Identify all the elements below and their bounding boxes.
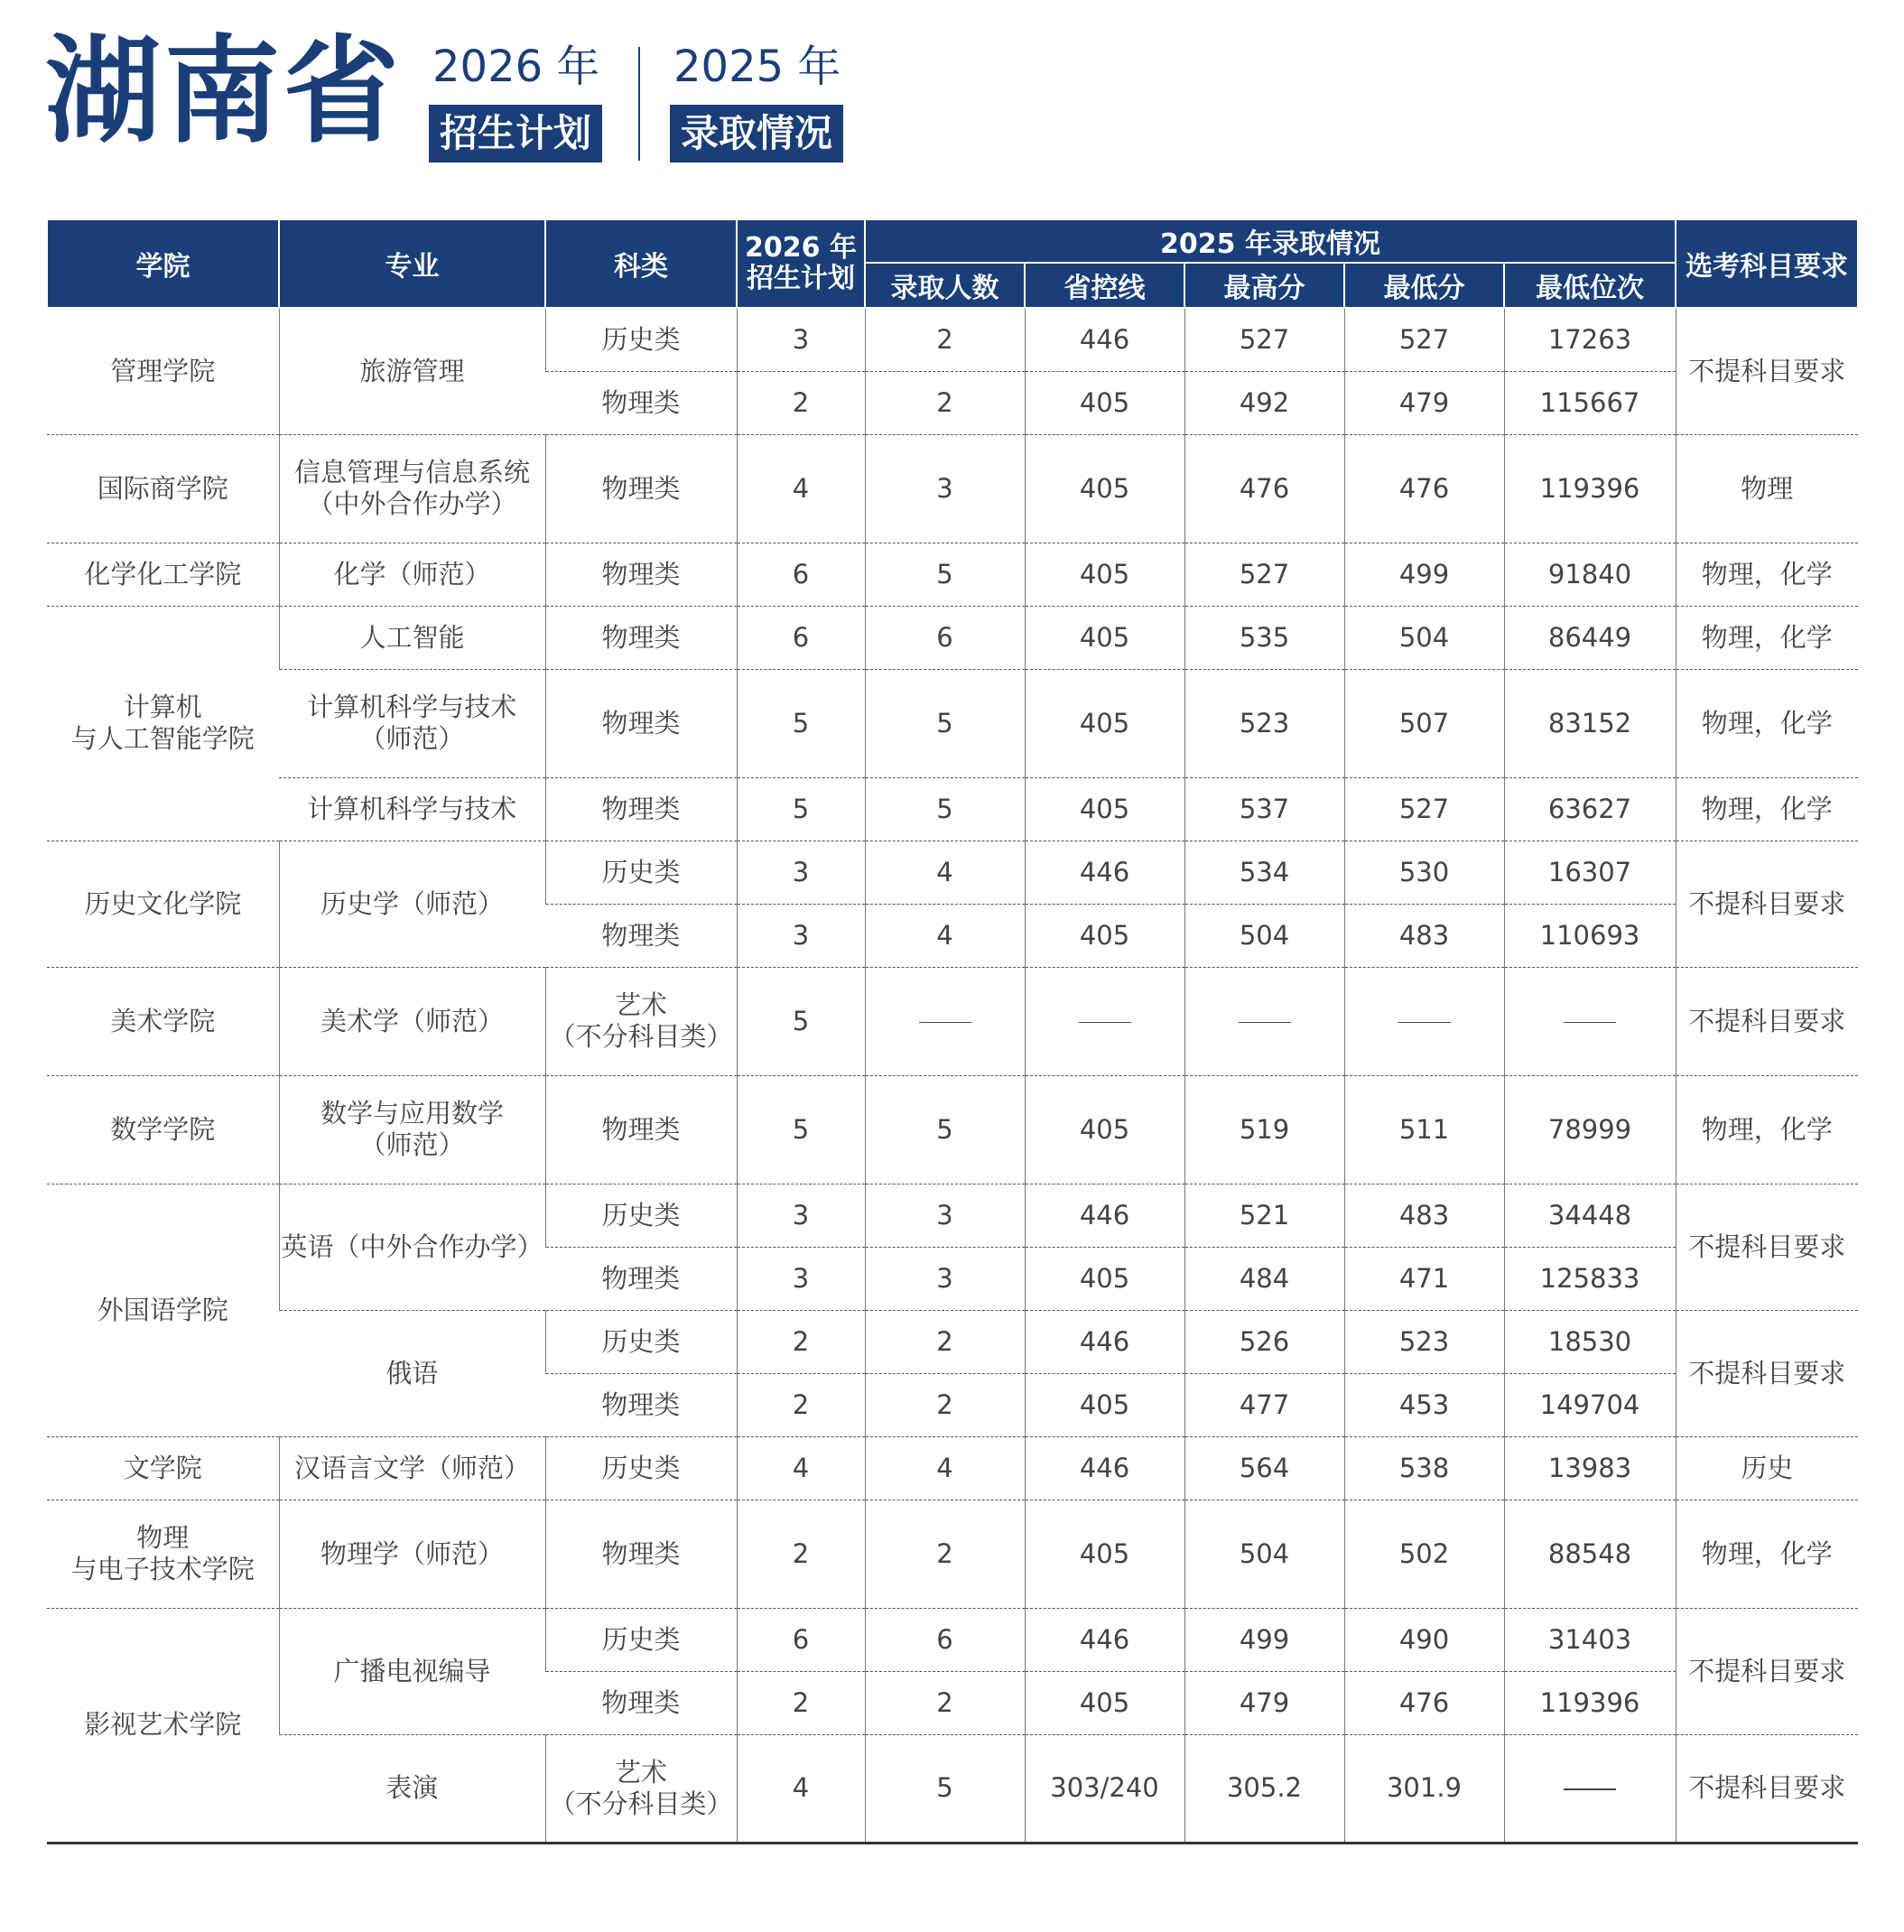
category-line1: 艺术 [614,989,667,1021]
category-cell: 历史类 [545,1608,737,1671]
plan-cell: 5 [737,967,865,1075]
province-title: 湖南省 [45,24,404,159]
category-cell: 物理类 [545,1671,737,1734]
col-min-rank: 最低位次 [1504,263,1676,308]
admitted-cell: 3 [865,434,1025,543]
admitted-cell [865,967,1025,1075]
major-cell: 美术学（师范） [279,967,545,1075]
req-cell: 历史 [1676,1436,1858,1500]
major-line1: 计算机科学与技术 [307,692,517,723]
admitted-cell: 6 [865,606,1025,669]
college-cell: 影视艺术学院 [47,1608,279,1843]
min-cell: 476 [1344,434,1504,543]
category-cell: 物理类 [545,777,737,841]
max-cell: 492 [1184,371,1344,434]
req-cell: 不提科目要求 [1676,841,1858,967]
table-row [47,841,1858,904]
table-row [47,1184,1858,1247]
plan-cell: 6 [737,543,865,606]
line-cell [1025,967,1184,1075]
col-min-score: 最低分 [1344,263,1504,308]
rank-cell: 110693 [1504,904,1676,967]
col-plan-2026 [737,219,865,308]
admission-table [46,218,1859,1844]
admitted-cell: 2 [865,308,1025,371]
rank-cell [1504,967,1676,1075]
max-cell: 537 [1184,777,1344,841]
rank-cell: 34448 [1504,1184,1676,1247]
col-admitted: 录取人数 [865,263,1025,308]
college-cell [47,606,279,841]
table-row [47,1310,1858,1373]
major-cell [279,669,545,777]
col-group-admission-2025: 2025 年录取情况 [865,219,1676,263]
col-college: 学院 [47,219,279,308]
line-cell: 405 [1025,1075,1184,1184]
admitted-cell: 5 [865,1734,1025,1843]
min-cell: 504 [1344,606,1504,669]
table-row [47,1500,1858,1608]
admitted-cell: 2 [865,1671,1025,1734]
req-cell: 不提科目要求 [1676,1310,1858,1436]
admitted-cell: 2 [865,1373,1025,1436]
rank-cell: 119396 [1504,434,1676,543]
min-cell: 511 [1344,1075,1504,1184]
category-cell: 物理类 [545,371,737,434]
line-cell: 405 [1025,1247,1184,1310]
max-cell: 527 [1184,543,1344,606]
line-cell: 405 [1025,606,1184,669]
plan-year: 2026 年 [432,42,600,92]
category-cell [545,967,737,1075]
plan-cell: 2 [737,1310,865,1373]
req-cell: 物理，化学 [1676,777,1858,841]
min-cell: 483 [1344,1184,1504,1247]
min-cell: 483 [1344,904,1504,967]
admitted-cell: 2 [865,1500,1025,1608]
table-row [47,606,1858,669]
line-cell: 405 [1025,904,1184,967]
plan-cell: 2 [737,1671,865,1734]
college-cell: 管理学院 [110,355,216,386]
col-plan-2026-line1: 2026 年 [745,231,857,264]
max-cell: 527 [1184,308,1344,371]
line-cell: 405 [1025,543,1184,606]
category-line2: （不分科目类） [549,1788,733,1819]
plan-cell: 3 [737,1247,865,1310]
max-cell: 564 [1184,1436,1344,1500]
major-cell: 俄语 [279,1310,545,1436]
req-cell: 物理，化学 [1676,669,1858,777]
admitted-cell: 3 [865,1247,1025,1310]
admitted-cell: 4 [865,841,1025,904]
rank-cell: 18530 [1504,1310,1676,1373]
rank-cell: 13983 [1504,1436,1676,1500]
category-cell: 历史类 [545,1310,737,1373]
req-cell: 不提科目要求 [1676,1734,1858,1843]
line-cell: 405 [1025,1373,1184,1436]
admitted-cell: 2 [865,371,1025,434]
plan-cell: 6 [737,606,865,669]
admitted-cell: 4 [865,1436,1025,1500]
admitted-cell: 6 [865,1608,1025,1671]
empty-dash [919,1022,971,1024]
major-line2: （中外合作办学） [307,488,517,519]
college-cell: 历史文化学院 [47,841,279,967]
line-cell: 446 [1025,1436,1184,1500]
rank-cell: 119396 [1504,1671,1676,1734]
empty-dash [1564,1022,1616,1024]
min-cell: 453 [1344,1373,1504,1436]
col-max-score: 最高分 [1184,263,1344,308]
plan-cell: 4 [737,1734,865,1843]
req-cell: 物理，化学 [1676,543,1858,606]
admit-year: 2025 年 [673,42,841,92]
rank-cell: 78999 [1504,1075,1676,1184]
min-cell: 507 [1344,669,1504,777]
header-divider [638,47,640,161]
line-cell: 405 [1025,669,1184,777]
rank-cell: 17263 [1504,308,1676,371]
college-cell: 化学化工学院 [47,543,279,606]
plan-cell: 5 [737,669,865,777]
line-cell: 405 [1025,777,1184,841]
empty-dash [1239,1022,1291,1024]
table-row [47,308,1858,371]
table-row [47,669,1858,777]
college-cell: 外国语学院 [47,1184,279,1436]
max-cell: 305.2 [1184,1734,1344,1843]
min-cell: 527 [1344,777,1504,841]
line-cell: 303/240 [1025,1734,1184,1843]
min-cell: 301.9 [1344,1734,1504,1843]
line-cell: 446 [1025,1310,1184,1373]
major-cell [279,434,545,543]
min-cell: 538 [1344,1436,1504,1500]
admit-tag: 录取情况 [670,105,843,163]
col-control-line: 省控线 [1025,263,1184,308]
category-line2: （不分科目类） [549,1021,733,1052]
line-cell: 446 [1025,308,1184,371]
max-cell: 504 [1184,1500,1344,1608]
rank-cell: 16307 [1504,841,1676,904]
line-cell: 405 [1025,371,1184,434]
max-cell [1184,967,1344,1075]
major-cell: 计算机科学与技术 [279,777,545,841]
table-row [47,1075,1858,1184]
rank-cell: 88548 [1504,1500,1676,1608]
max-cell: 521 [1184,1184,1344,1247]
min-cell: 502 [1344,1500,1504,1608]
line-cell: 446 [1025,1184,1184,1247]
req-cell: 物理 [1676,434,1858,543]
category-cell [545,1734,737,1843]
major-cell: 英语（中外合作办学） [279,1184,545,1310]
req-cell: 物理，化学 [1676,606,1858,669]
major-cell: 表演 [279,1734,545,1843]
college-cell: 国际商学院 [47,434,279,543]
plan-tag: 招生计划 [429,105,602,163]
college-cell: 文学院 [47,1436,279,1500]
college-cell: 数学学院 [47,1075,279,1184]
plan-heading [429,42,602,163]
table-row [47,777,1858,841]
college-cell: 美术学院 [47,967,279,1075]
plan-cell: 5 [737,777,865,841]
category-line1: 艺术 [614,1756,667,1788]
plan-cell: 4 [737,434,865,543]
max-cell: 504 [1184,904,1344,967]
category-cell: 物理类 [545,1247,737,1310]
min-cell: 476 [1344,1671,1504,1734]
min-cell: 479 [1344,371,1504,434]
category-cell: 物理类 [545,1500,737,1608]
table-header [47,219,1858,308]
req-cell: 不提科目要求 [1676,967,1858,1075]
major-cell [279,1075,545,1184]
category-cell: 物理类 [545,606,737,669]
table-row [47,967,1858,1075]
category-cell: 历史类 [545,1184,737,1247]
plan-cell: 3 [737,1184,865,1247]
category-cell: 物理类 [545,1373,737,1436]
rank-cell: 83152 [1504,669,1676,777]
major-cell: 广播电视编导 [279,1608,545,1734]
col-subject-req: 选考科目要求 [1676,219,1858,308]
line-cell: 405 [1025,434,1184,543]
table-row [47,543,1858,606]
line-cell: 446 [1025,841,1184,904]
plan-cell: 3 [737,841,865,904]
line-cell: 405 [1025,1500,1184,1608]
college-line2: 与电子技术学院 [70,1554,255,1584]
req-cell: 不提科目要求 [1676,308,1858,434]
table-body [47,308,1858,1843]
major-line1: 信息管理与信息系统 [293,457,530,488]
major-line2: （师范） [359,1129,465,1160]
table-row [47,1608,1858,1671]
major-cell: 物理学（师范） [279,1500,545,1608]
plan-cell: 3 [737,904,865,967]
min-cell: 499 [1344,543,1504,606]
empty-dash [1079,1022,1131,1024]
admitted-cell: 5 [865,1075,1025,1184]
college-cell [47,1500,279,1608]
req-cell: 物理，化学 [1676,1075,1858,1184]
college-line2: 与人工智能学院 [70,723,255,754]
major-line2: （师范） [359,723,465,754]
req-cell: 物理，化学 [1676,1500,1858,1608]
max-cell: 535 [1184,606,1344,669]
min-cell [1344,967,1504,1075]
max-cell: 534 [1184,841,1344,904]
rank-cell: 86449 [1504,606,1676,669]
plan-cell: 6 [737,1608,865,1671]
empty-dash [1564,1788,1616,1790]
rank-cell: 91840 [1504,543,1676,606]
table-row [47,1734,1858,1843]
admitted-cell: 2 [865,1310,1025,1373]
min-cell: 523 [1344,1310,1504,1373]
category-cell: 历史类 [545,1436,737,1500]
category-cell: 物理类 [545,904,737,967]
plan-cell: 4 [737,1436,865,1500]
admitted-cell: 5 [865,669,1025,777]
admitted-cell: 4 [865,904,1025,967]
col-plan-2026-line2: 招生计划 [747,263,855,294]
major-cell: 汉语言文学（师范） [279,1436,545,1500]
category-cell: 历史类 [545,308,737,371]
rank-cell: 149704 [1504,1373,1676,1436]
admitted-cell: 3 [865,1184,1025,1247]
plan-cell: 2 [737,371,865,434]
col-major: 专业 [279,219,545,308]
rank-cell: 115667 [1504,371,1676,434]
min-cell: 471 [1344,1247,1504,1310]
rank-cell: 63627 [1504,777,1676,841]
line-cell: 405 [1025,1671,1184,1734]
max-cell: 479 [1184,1671,1344,1734]
page-header [0,0,1904,181]
line-cell: 446 [1025,1608,1184,1671]
rank-cell: 31403 [1504,1608,1676,1671]
rank-cell [1504,1734,1676,1843]
admit-heading [670,42,843,163]
admitted-cell: 5 [865,543,1025,606]
col-category: 科类 [545,219,737,308]
rank-cell: 125833 [1504,1247,1676,1310]
major-cell: 旅游管理 [279,308,545,434]
max-cell: 523 [1184,669,1344,777]
category-cell: 物理类 [545,543,737,606]
plan-cell: 3 [737,308,865,371]
category-cell: 物理类 [545,434,737,543]
max-cell: 526 [1184,1310,1344,1373]
major-cell: 历史学（师范） [279,841,545,967]
major-line1: 数学与应用数学 [320,1098,504,1129]
min-cell: 530 [1344,841,1504,904]
req-cell: 不提科目要求 [1676,1184,1858,1310]
admitted-cell: 5 [865,777,1025,841]
plan-cell: 5 [737,1075,865,1184]
max-cell: 484 [1184,1247,1344,1310]
plan-cell: 2 [737,1373,865,1436]
empty-dash [1398,1022,1451,1024]
max-cell: 519 [1184,1075,1344,1184]
req-cell: 不提科目要求 [1676,1608,1858,1734]
major-cell: 化学（师范） [279,543,545,606]
plan-cell: 2 [737,1500,865,1608]
max-cell: 477 [1184,1373,1344,1436]
min-cell: 490 [1344,1608,1504,1671]
category-cell: 物理类 [545,1075,737,1184]
category-cell: 物理类 [545,669,737,777]
min-cell: 527 [1344,308,1504,371]
max-cell: 499 [1184,1608,1344,1671]
max-cell: 476 [1184,434,1344,543]
table-row [47,434,1858,543]
college-line1: 计算机 [123,692,202,723]
college-line1: 物理 [136,1522,190,1554]
table-row [47,1436,1858,1500]
major-cell: 人工智能 [279,606,545,669]
category-cell: 历史类 [545,841,737,904]
